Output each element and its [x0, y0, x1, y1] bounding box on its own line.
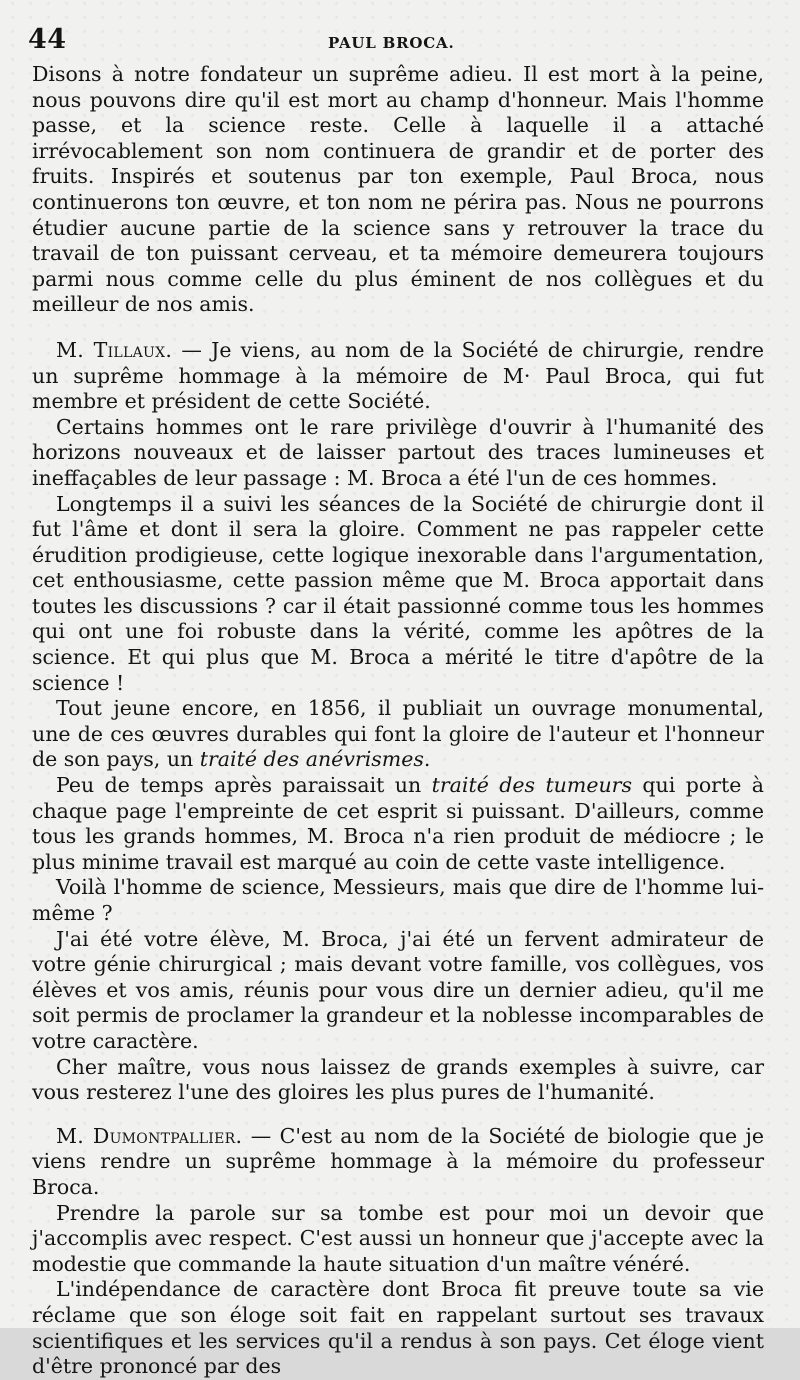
paragraph-text: Disons à notre fondateur un suprême adieu. Il est mort à la peine, nous pouvons dire qu'il est mort au champ d'honneur. Mais l'homme passe, et la science reste. Celle à laquelle il a attaché irrévocablement son nom continuera de grandir et de porter des fruits. Inspirés et soutenus par ton exemple, Paul Broca, nous continuerons ton œuvre, et ton nom ne périra pas. Nous ne pourrons étudier aucune partie de la science sans y retrouver la trace du travail de ton puissant cerveau, et ta mémoire demeurera toujours parmi nous comme celle du plus éminent de nos collègues et du meilleur de nos amis.: [32, 62, 764, 317]
paragraph-closing-adieu: [32, 62, 764, 318]
paragraph-text: J'ai été votre élève, M. Broca, j'ai été un fervent admirateur de votre génie chirurgical ; mais devant votre famille, vos collègues, vos élèves et vos amis, réunis pour vous dire un dernier adieu, qu'il me soit permis de proclamer la grandeur et la noblesse incomparables de votre caractère.: [32, 926, 764, 1053]
speech-tillaux: [32, 338, 764, 415]
paragraph-text: qui porte à chaque page l'empreinte de cet esprit si puissant. D'ailleurs, comme tous les grands hommes, M. Broca n'a rien produit de médiocre ; le plus minime travail est marqué au coin de cette vaste intelligence.: [32, 773, 764, 874]
speech-dumontpallier: [32, 1124, 764, 1201]
paragraph-duty: [32, 1201, 764, 1278]
page-header: [28, 24, 772, 58]
page-body: [32, 62, 764, 1379]
paragraph-text: L'indépendance de caractère dont Broca fit preuve toute sa vie réclame que son éloge soit fait en rappelant surtout ses travaux scientifiques et les services qu'il a rendus à son pays. Cet éloge vient d'être prononcé par des: [32, 1277, 764, 1379]
italic-title: traité des tumeurs: [431, 773, 632, 798]
paragraph-independence: [32, 1277, 764, 1379]
paragraph-student: [32, 927, 764, 1055]
paragraph-text: Prendre la parole sur sa tombe est pour moi un devoir que j'accomplis avec respect. C'est aussi un honneur que j'accepte avec la modestie que commande la haute situation d'un maître vénéré.: [32, 1200, 764, 1276]
paragraph-aneurysms: [32, 696, 764, 773]
paragraph-society-of-surgery: [32, 492, 764, 697]
paragraph-rare-privilege: [32, 415, 764, 492]
paragraph-text: — Je viens, au nom de la Société de chirurgie, rendre un suprême hommage à la mémoire de M· Paul Broca, qui fut membre et président de cette Société.: [32, 337, 764, 414]
speaker-tillaux: M. Tillaux.: [56, 337, 173, 362]
paragraph-tumors: [32, 773, 764, 875]
page-number: 44: [28, 24, 67, 55]
paragraph-text: — C'est au nom de la Société de biologie que je viens rendre un suprême hommage à la mémoire du professeur Broca.: [32, 1123, 764, 1199]
paragraph-text: Peu de temps après paraissait un: [56, 773, 432, 798]
paragraph-text: .: [423, 747, 431, 772]
paragraph-text: Voilà l'homme de science, Messieurs, mais que dire de l'homme lui-même ?: [32, 875, 764, 925]
speaker-dumontpallier: M. Dumontpallier.: [56, 1123, 243, 1148]
paragraph-dear-master: [32, 1055, 764, 1106]
paragraph-text: Certains hommes ont le rare privilège d'ouvrir à l'humanité des horizons nouveaux et de laisser partout des traces lumineuses et ineffaçables de leur passage : M. Broca a été l'un de ces hommes.: [32, 414, 764, 490]
paragraph-man-himself: [32, 875, 764, 926]
paragraph-text: Cher maître, vous nous laissez de grands exemples à suivre, car vous resterez l'une des gloires les plus pures de l'humanité.: [32, 1054, 764, 1105]
italic-title: traité des anévrismes: [199, 747, 424, 772]
paragraph-text: Tout jeune encore, en 1856, il publiait un ouvrage monumental, une de ces œuvres durables qui font la gloire de l'auteur et l'honneur de son pays, un: [32, 696, 764, 772]
paragraph-text: Longtemps il a suivi les séances de la Société de chirurgie dont il fut l'âme et dont il sera la gloire. Comment ne pas rappeler cette érudition prodigieuse, cette logique inexorable dans l'argumentation, cet enthousiasme, cette passion même que M. Broca apportait dans toutes les discussions ? car il était passionné comme tous les hommes qui ont une foi robuste dans la vérité, comme les apôtres de la science. Et qui plus que M. Broca a mérité le titre d'apôtre de la science !: [32, 491, 764, 695]
running-head: PAUL BROCA.: [328, 34, 455, 52]
